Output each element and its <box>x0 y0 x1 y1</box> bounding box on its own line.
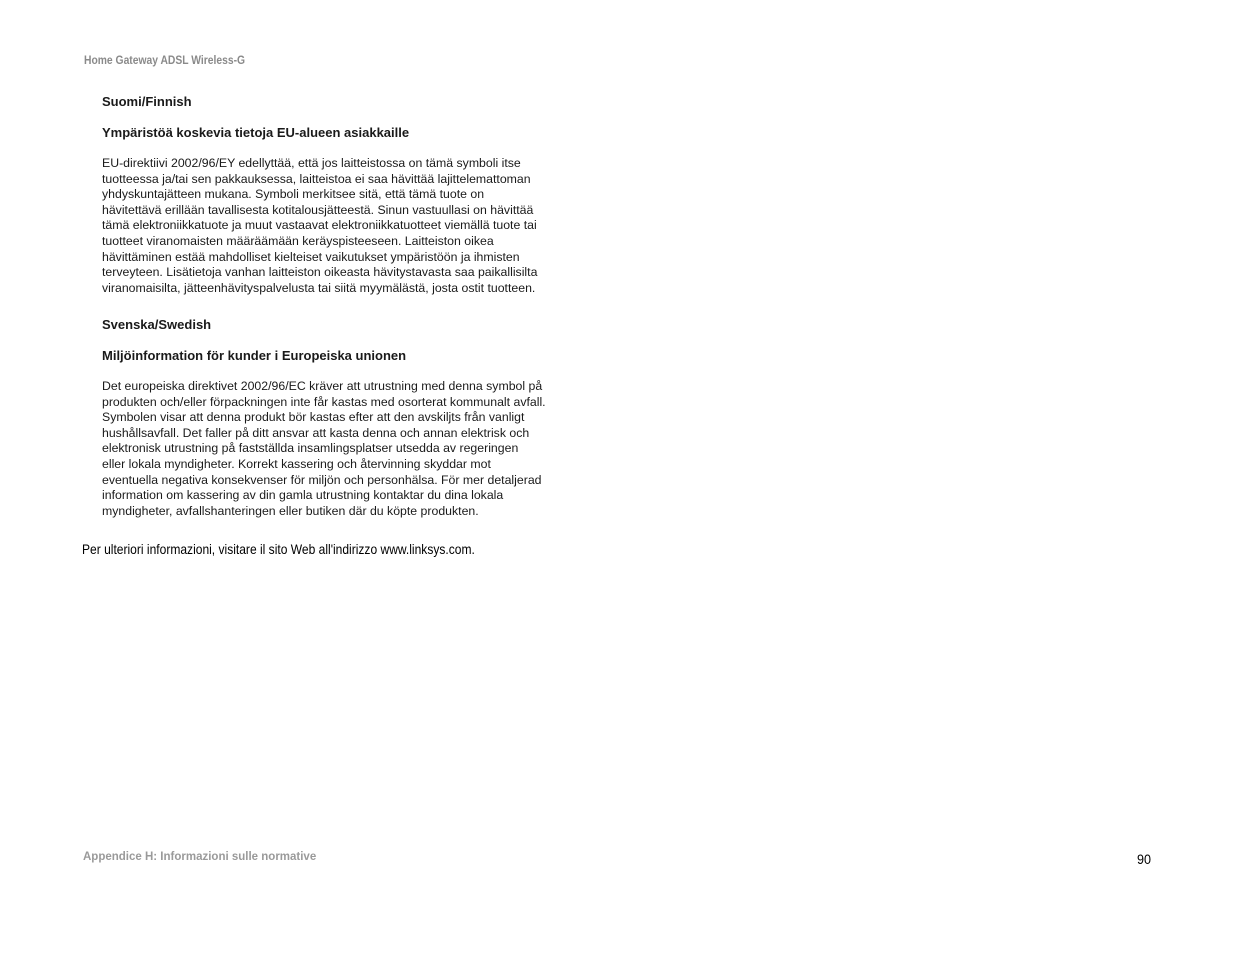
more-info-text: Per ulteriori informazioni, visitare il sito Web all'indirizzo www.linksys.com. <box>82 541 475 557</box>
body-line: tuotteessa ja/tai sen pakkauksessa, laitteistoa ei saa hävittää lajittelemattoman <box>102 171 531 186</box>
page-number: 90 <box>1137 851 1152 867</box>
section-subtitle: Ympäristöä koskevia tietoja EU-alueen asiakkaille <box>102 125 410 140</box>
section-language-heading: Suomi/Finnish <box>102 94 192 109</box>
footer-chapter-title: Appendice H: Informazioni sulle normative <box>83 851 317 863</box>
body-line: hävitettävä erillään tavallisesta kotitalousjätteestä. Sinun vastuullasi on hävittää <box>102 202 534 217</box>
body-line: EU-direktiivi 2002/96/EY edellyttää, että jos laitteistossa on tämä symboli itse <box>102 156 521 170</box>
body-line: eller lokala myndigheter. Korrekt kassering och återvinning skyddar mot <box>102 456 491 471</box>
body-line: Symbolen visar att denna produkt bör kastas efter att den avskiljts från vanligt <box>102 410 525 425</box>
body-line: hushållsavfall. Det faller på ditt ansvar att kasta denna och annan elektrisk och <box>102 425 530 440</box>
body-line: terveyteen. Lisätietoja vanhan laitteiston oikeasta hävitystavasta saa paikallisilta <box>102 265 538 280</box>
swedish-section <box>102 317 602 519</box>
running-header-product-title: Home Gateway ADSL Wireless-G <box>84 53 246 67</box>
section-language-heading: Svenska/Swedish <box>102 317 212 332</box>
body-line: yhdyskuntajätteen mukana. Symboli merkitsee sitä, että tämä tuote on <box>102 187 485 202</box>
body-line: hävittäminen estää mahdolliset kielteiset vaikutukset ympäristöön ja ihmisten <box>102 249 520 264</box>
section-subtitle: Miljöinformation för kunder i Europeiska unionen <box>102 348 407 363</box>
body-line: tuotteet viranomaisten määräämään keräyspisteeseen. Laitteiston oikea <box>102 233 494 248</box>
finnish-section <box>102 94 602 296</box>
body-line: tämä elektroniikkatuote ja muut vastaavat elektroniikkatuotteet viemällä tuote tai <box>102 218 537 233</box>
body-line: eventuella negativa konsekvenser för miljön och personhälsa. För mer detaljerad <box>102 472 542 487</box>
body-line: elektronisk utrustning på fastställda insamlingsplatser utsedda av regeringen <box>102 441 519 456</box>
section-body <box>102 379 602 519</box>
body-line: viranomaisilta, jätteenhävityspalvelusta tai siitä myymälästä, josta ostit tuotteen. <box>102 280 536 295</box>
body-line: produkten och/eller förpackningen inte får kastas med osorterat kommunalt avfall. <box>102 394 546 409</box>
body-line: myndigheter, avfallshanteringen eller butiken där du köpte produkten. <box>102 503 479 518</box>
section-body <box>102 156 602 296</box>
body-line: Det europeiska direktivet 2002/96/EC kräver att utrustning med denna symbol på <box>102 379 543 393</box>
body-line: information om kassering av din gamla utrustning kontaktar du dina lokala <box>102 488 504 503</box>
